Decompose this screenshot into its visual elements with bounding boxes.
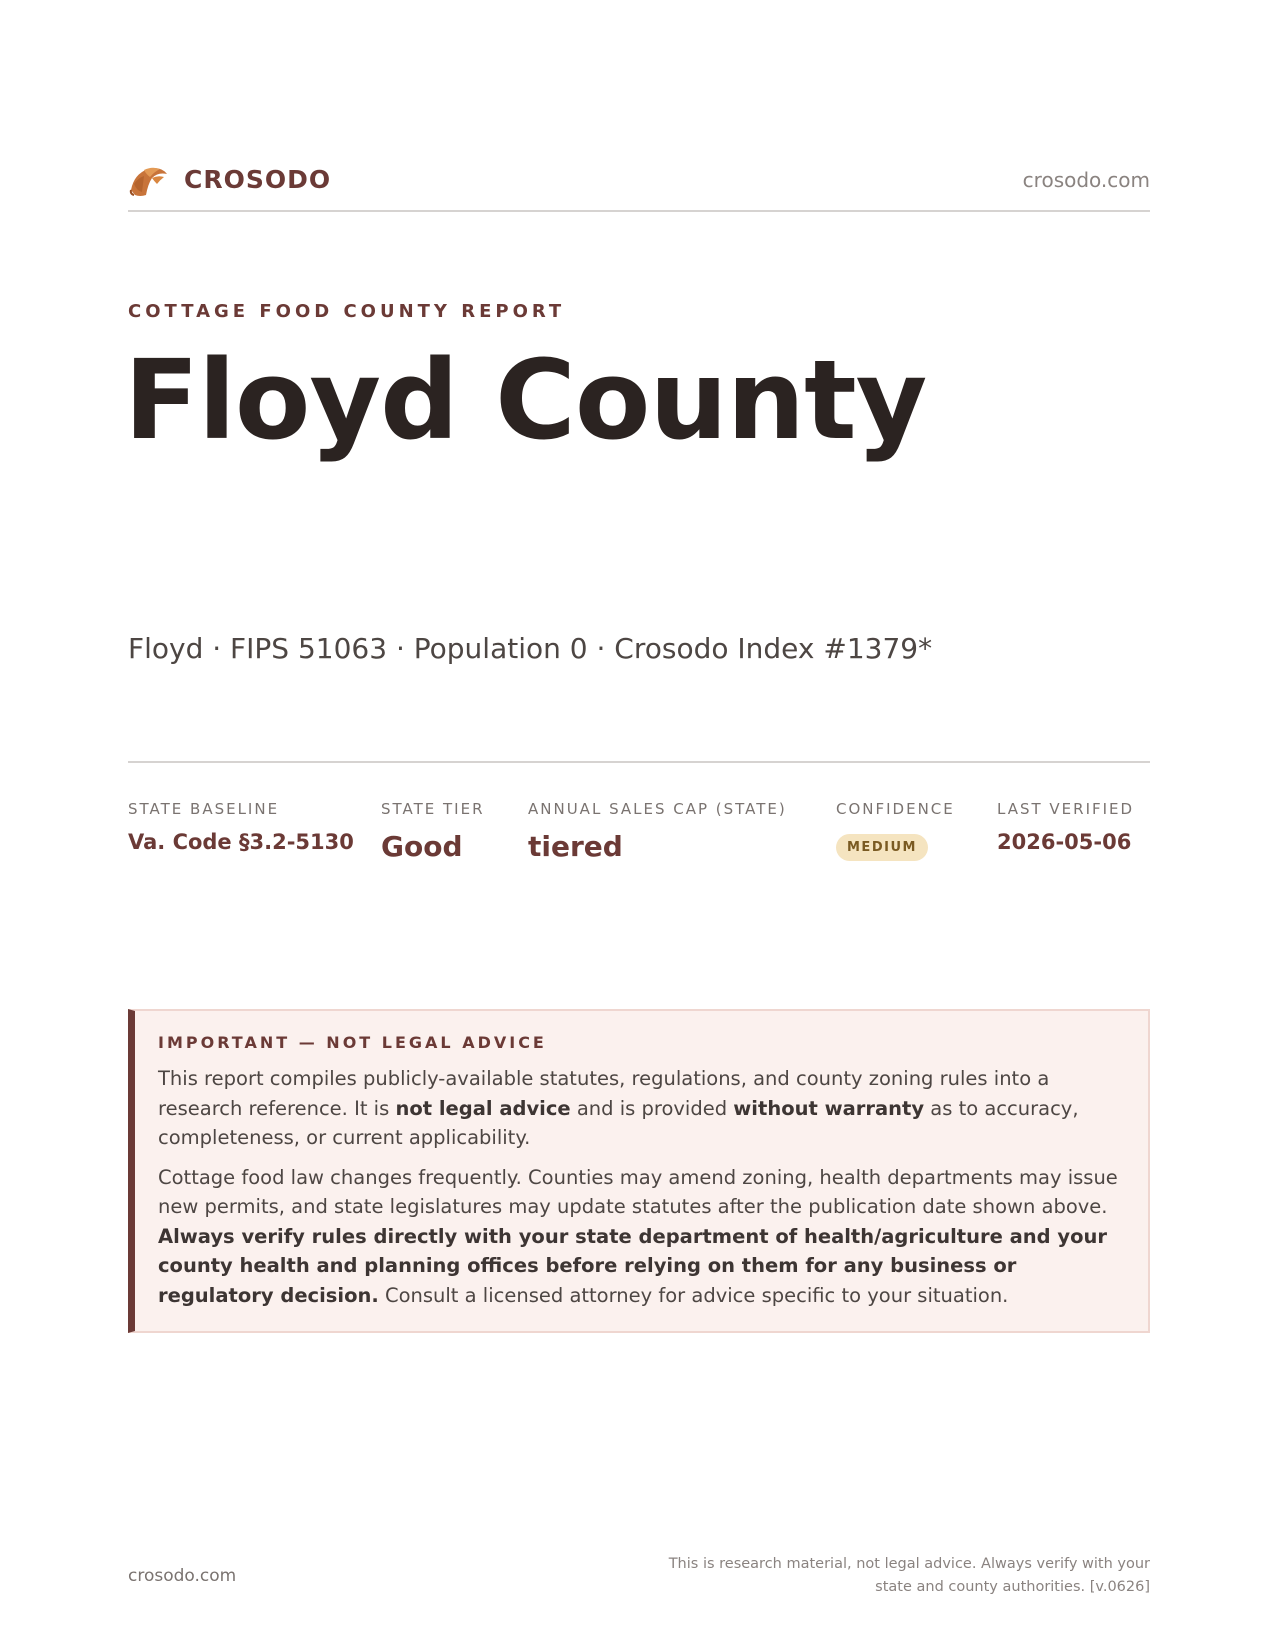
report-eyebrow: COTTAGE FOOD COUNTY REPORT: [128, 301, 566, 322]
page-title: Floyd County: [124, 336, 927, 464]
stat-label: LAST VERIFIED: [997, 800, 1135, 818]
brand-name: CROSODO: [184, 164, 332, 194]
stat-label: STATE BASELINE: [128, 800, 280, 818]
stat-annual-sales-cap: [528, 800, 787, 863]
footer-disclaimer: This is research material, not legal advice. Always verify with your state and county authorities. [v.0626]: [668, 1556, 1150, 1595]
stat-label: ANNUAL SALES CAP (STATE): [528, 800, 787, 818]
stat-last-verified: [997, 800, 1134, 854]
notice-heading: IMPORTANT — NOT LEGAL ADVICE: [158, 1033, 547, 1052]
footer-url-link[interactable]: crosodo.com: [128, 1566, 237, 1586]
page-header: [128, 156, 1150, 212]
brand[interactable]: [128, 160, 331, 198]
stat-value: Va. Code §3.2-5130: [128, 830, 354, 854]
notice-paragraph: Cottage food law changes frequently. Counties may amend zoning, health departments may issue new permits, and state legislatures may update statutes after the publication date shown above. Always verify rules directly with your state department of health/agriculture and your county health and planning offices before relying on them for any business or regulatory decision. Consult a licensed attorney for advice specific to your situation.: [158, 1165, 1118, 1307]
stat-label: CONFIDENCE: [836, 800, 955, 818]
site-url-link[interactable]: crosodo.com: [1022, 168, 1150, 192]
notice-paragraph: This report compiles publicly-available statutes, regulations, and county zoning rules into a research reference. It is not legal advice and is provided without warranty as to accuracy, completeness, or current applicability.: [158, 1067, 1079, 1149]
stat-state-tier: [381, 800, 485, 863]
stat-confidence: [836, 800, 955, 861]
legal-notice-box: [128, 1009, 1150, 1333]
county-meta-line: Floyd · FIPS 51063 · Population 0 · Crosodo Index #1379*: [128, 632, 933, 665]
stat-value: tiered: [528, 830, 623, 863]
section-divider: [128, 761, 1150, 763]
confidence-badge: MEDIUM: [836, 834, 928, 861]
stat-value: 2026-05-06: [997, 830, 1132, 854]
croissant-icon: [128, 160, 170, 198]
stat-label: STATE TIER: [381, 800, 485, 818]
stat-value: Good: [381, 830, 463, 863]
stat-state-baseline: [128, 800, 354, 854]
